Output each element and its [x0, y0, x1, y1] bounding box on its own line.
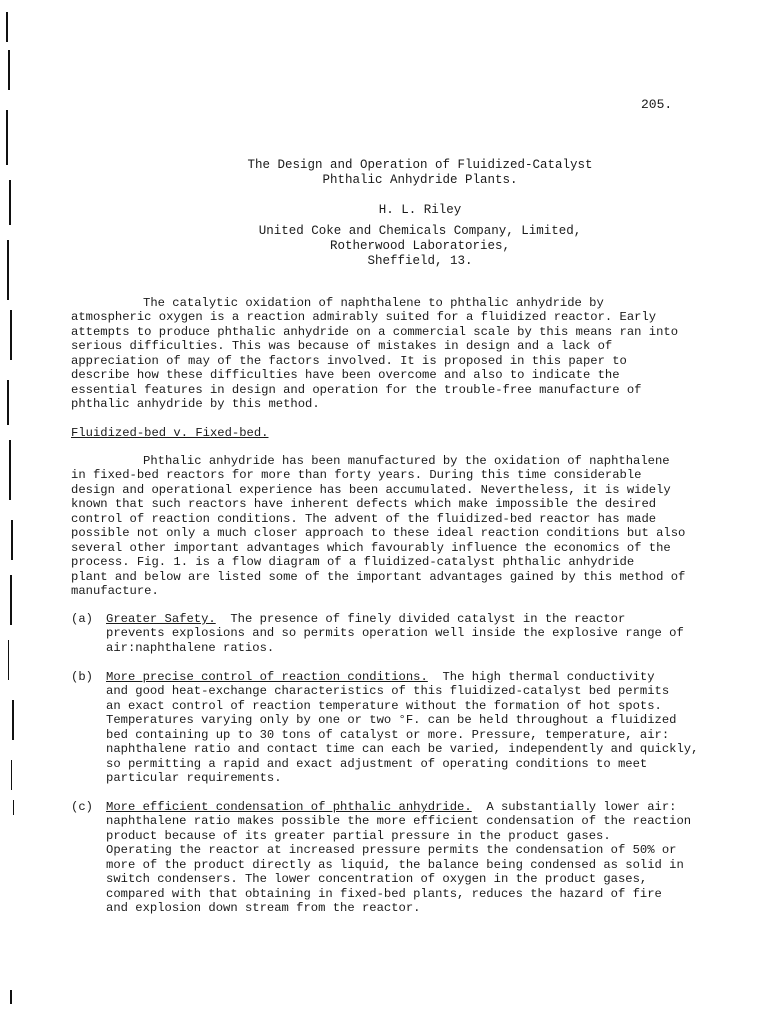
paper-title	[200, 158, 640, 188]
list-item-first-line	[106, 800, 691, 814]
page-number: 205.	[641, 97, 673, 112]
list-item-heading: Greater Safety.	[106, 612, 216, 626]
list-item-line: Operating the reactor at increased pressure permits the condensation of 50% or	[106, 843, 677, 858]
paragraph-line: The catalytic oxidation of naphthalene to phthalic anhydride by	[143, 296, 604, 310]
paragraph-line: manufacture.	[71, 584, 159, 599]
list-item	[106, 670, 698, 786]
list-item-line: air:naphthalene ratios.	[106, 640, 275, 655]
paragraph-line: process. Fig. 1. is a flow diagram of a fluidized-catalyst phthalic anhydride	[71, 555, 635, 570]
intro-paragraph	[71, 296, 701, 412]
scan-binding-edge	[0, 0, 24, 1024]
paragraph-line: atmospheric oxygen is a reaction admirably suited for a fluidized reactor. Early	[71, 310, 657, 325]
list-item-first-rest: The high thermal conductivity	[427, 670, 655, 684]
list-item	[106, 800, 691, 916]
list-item-line: bed containing up to 30 tons of catalyst or more. Pressure, temperature, air:	[106, 727, 670, 742]
list-item-first-line	[106, 670, 698, 684]
list-item-heading: More efficient condensation of phthalic anhydride.	[106, 800, 472, 814]
list-item-line: Temperatures varying only by one or two °F. can be held throughout a fluidized	[106, 713, 677, 728]
list-item-line: naphthalene ratio makes possible the more efficient condensation of the reaction	[106, 814, 692, 829]
list-item-line: prevents explosions and so permits operation well inside the explosive range of	[106, 626, 684, 641]
list-item-line: product because of its greater partial pressure in the product gases.	[106, 828, 611, 843]
list-item-line: particular requirements.	[106, 771, 282, 786]
affiliation-line-1: United Coke and Chemicals Company, Limited,	[258, 224, 582, 238]
list-item-marker: (a)	[71, 612, 93, 626]
paragraph-line: Phthalic anhydride has been manufactured by the oxidation of naphthalene	[143, 454, 670, 468]
author-affiliation	[200, 224, 640, 269]
list-item-line: and good heat-exchange characteristics of this fluidized-catalyst bed permits	[106, 684, 670, 699]
paragraph-line: in fixed-bed reactors for more than forty years. During this time considerable	[71, 468, 642, 483]
list-item-line: so permitting a rapid and exact adjustment of operating conditions to meet	[106, 756, 648, 771]
list-item-line: more of the product directly as liquid, the balance being condensed as solid in	[106, 857, 684, 872]
list-item	[106, 612, 684, 655]
title-line-2: Phthalic Anhydride Plants.	[322, 173, 518, 187]
section-paragraph	[71, 454, 701, 599]
affiliation-line-3: Sheffield, 13.	[367, 254, 473, 268]
list-item-first-line	[106, 612, 684, 626]
list-item-line: an exact control of reaction temperature without the formation of hot spots.	[106, 698, 662, 713]
list-item-first-rest: The presence of finely divided catalyst in the reactor	[215, 612, 626, 626]
list-item-line: compared with that obtaining in fixed-bed plants, reduces the hazard of fire	[106, 886, 662, 901]
paragraph-line: phthalic anhydride by this method.	[71, 397, 320, 412]
paragraph-line: several other important advantages which favourably influence the economics of the	[71, 540, 671, 555]
paragraph-line: serious difficulties. This was because of mistakes in design and a lack of	[71, 339, 613, 354]
list-item-line: and explosion down stream from the reactor.	[106, 901, 421, 916]
paragraph-line: design and operational experience has been accumulated. Nevertheless, it is widely	[71, 482, 671, 497]
list-item-line: naphthalene ratio and contact time can each be varied, independently and quickly,	[106, 742, 699, 757]
list-item-heading: More precise control of reaction conditions.	[106, 670, 428, 684]
list-item-first-rest: A substantially lower air:	[471, 800, 677, 814]
paragraph-line: plant and below are listed some of the important advantages gained by this method of	[71, 569, 686, 584]
list-item-marker: (c)	[71, 800, 93, 814]
section-heading: Fluidized-bed v. Fixed-bed.	[71, 426, 269, 440]
paragraph-line: known that such reactors have inherent defects which make impossible the desired	[71, 497, 657, 512]
list-item-marker: (b)	[71, 670, 93, 684]
affiliation-line-2: Rotherwood Laboratories,	[329, 239, 511, 253]
list-item-line: switch condensers. The lower concentration of oxygen in the product gases,	[106, 872, 648, 887]
title-line-1: The Design and Operation of Fluidized-Catalyst	[247, 158, 593, 172]
paragraph-line: control of reaction conditions. The advent of the fluidized-bed reactor has made	[71, 511, 657, 526]
paragraph-line: possible not only a much closer approach to these ideal reaction conditions but also	[71, 526, 686, 541]
paragraph-line: attempts to produce phthalic anhydride on a commercial scale by this means ran into	[71, 324, 679, 339]
paragraph-line: describe how these difficulties have been overcome and also to indicate the	[71, 368, 620, 383]
paragraph-line: appreciation of may of the factors involved. It is proposed in this paper to	[71, 353, 627, 368]
author-name: H. L. Riley	[378, 203, 462, 217]
paragraph-line: essential features in design and operation for the trouble-free manufacture of	[71, 382, 642, 397]
